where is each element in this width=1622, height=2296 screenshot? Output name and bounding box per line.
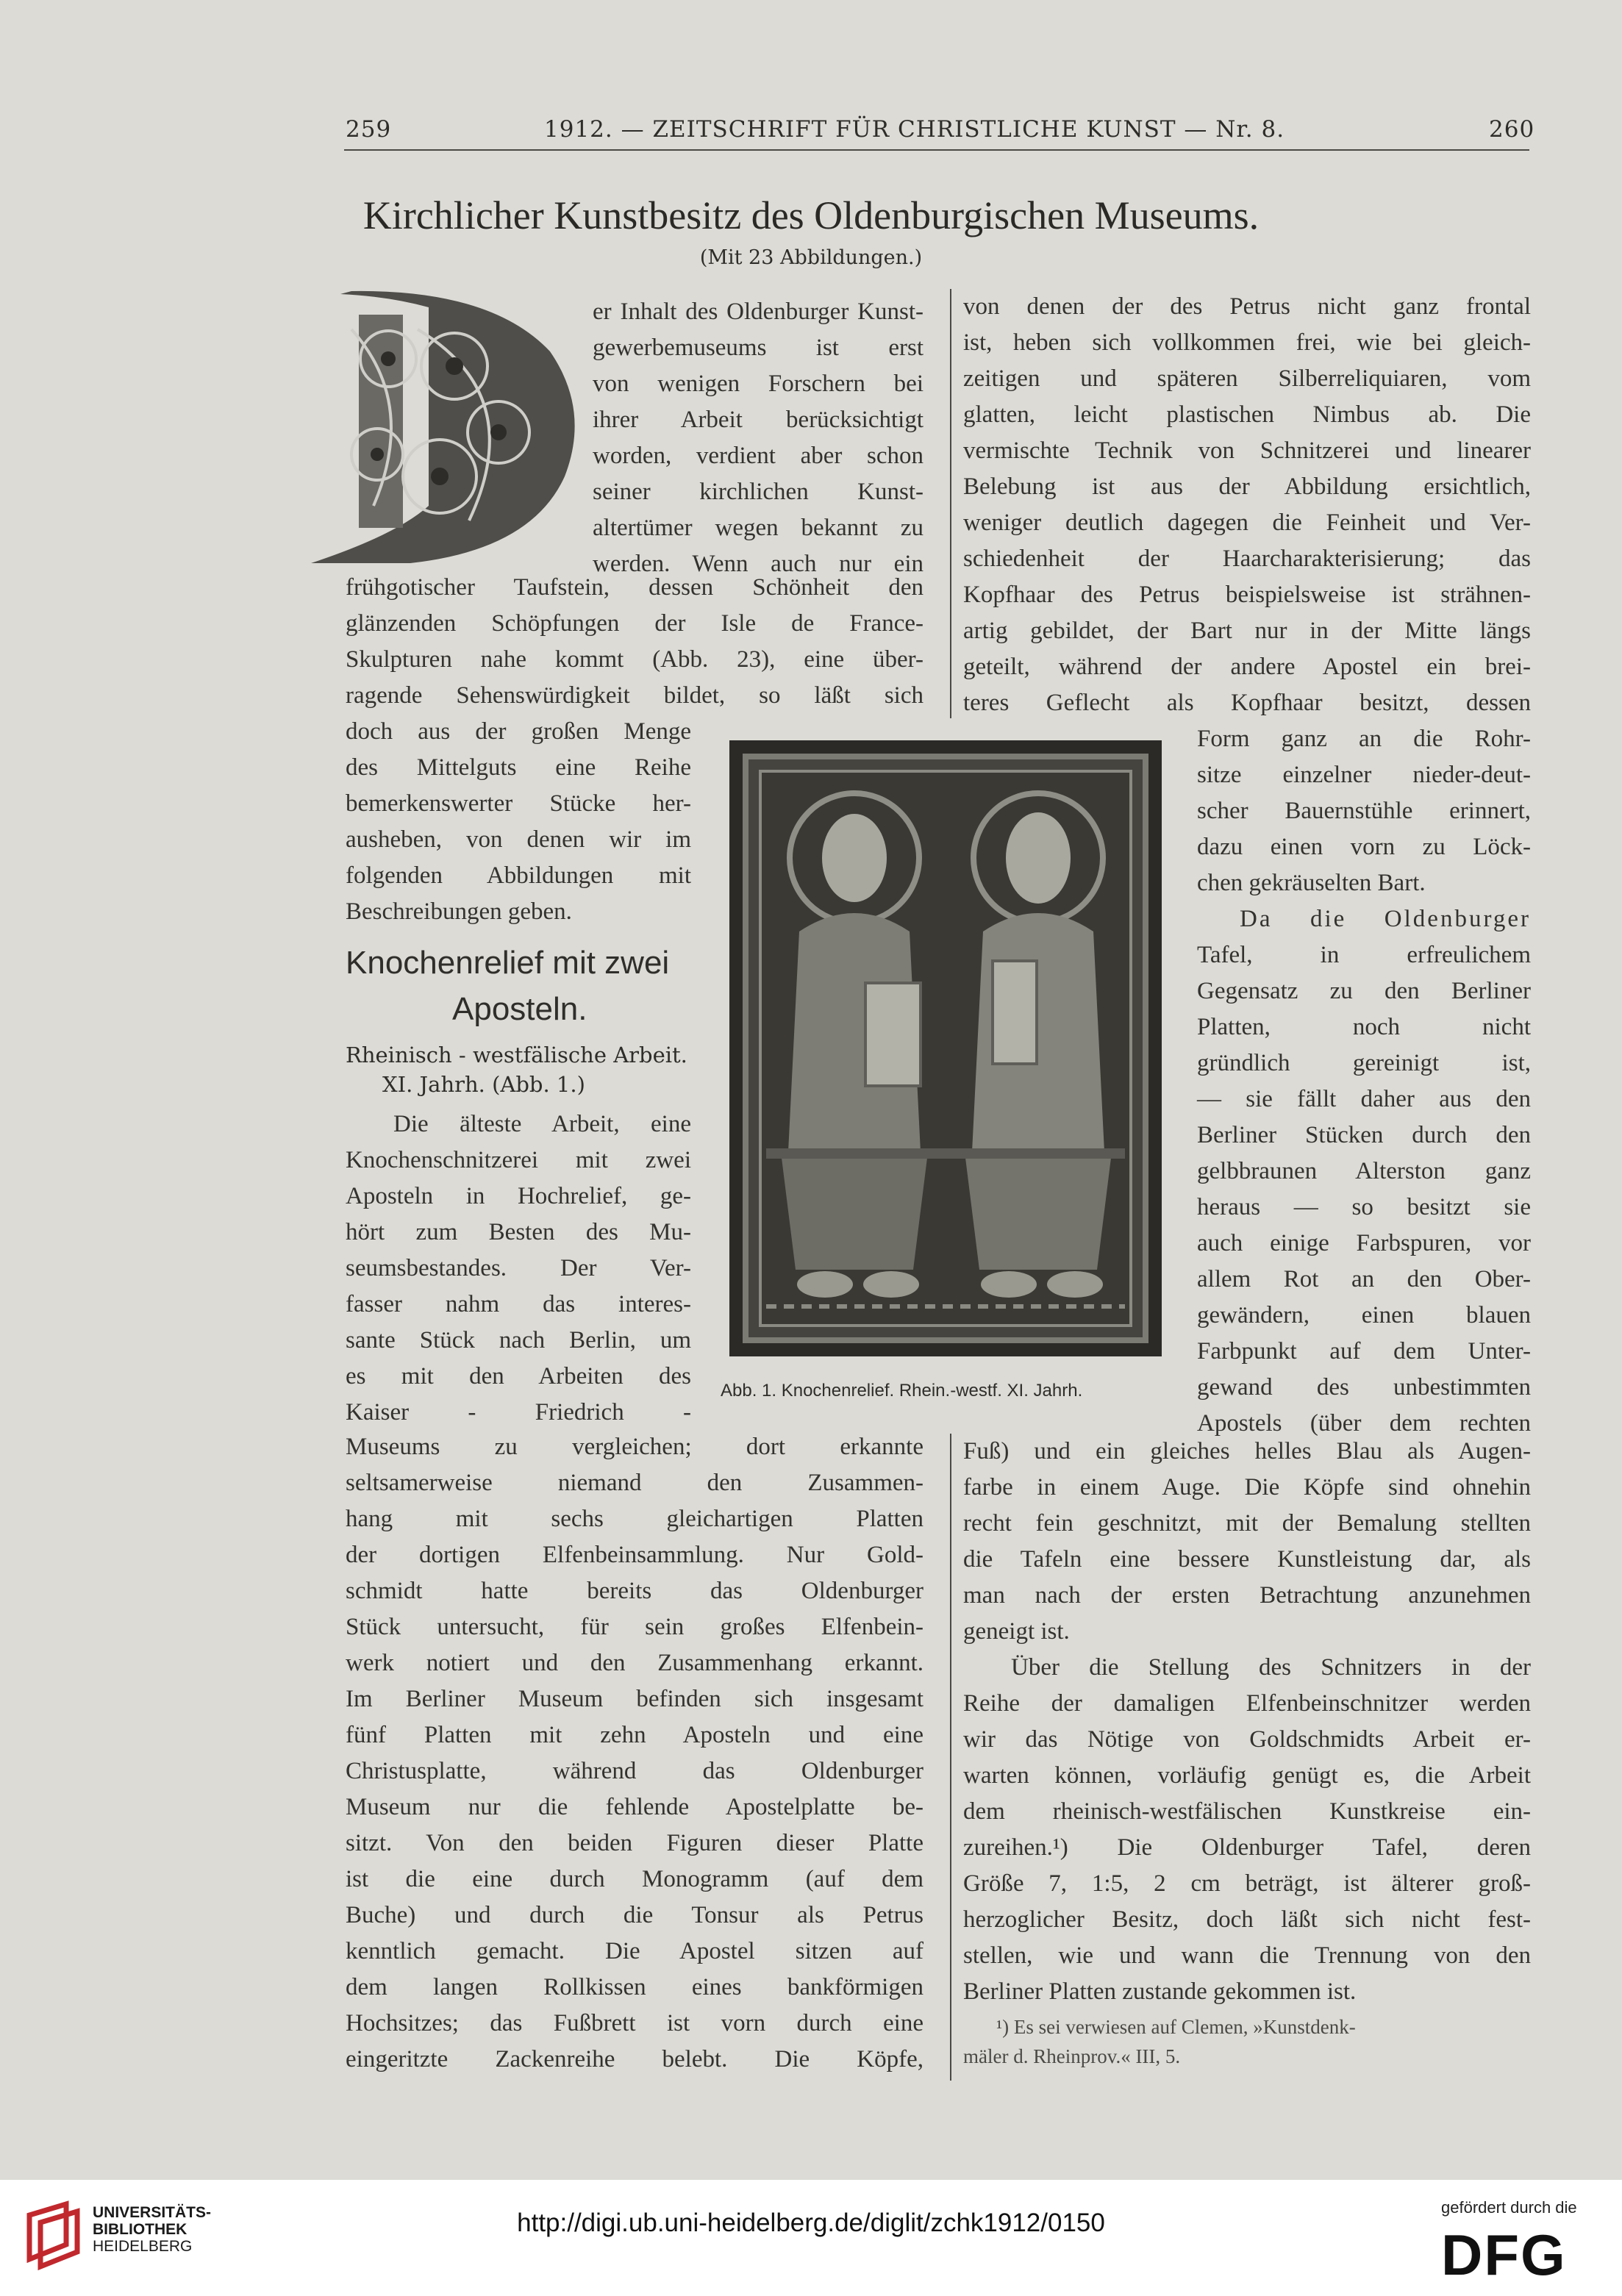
section-heading: Knochenrelief mit zwei xyxy=(346,945,670,981)
running-title: 1912. — ZEITSCHRIFT FÜR CHRISTLICHE KUNST — Nr. 8. xyxy=(544,116,1285,143)
text-line: man nach der ersten Betrachtung anzunehmen xyxy=(963,1582,1531,1609)
col1-bottom-lines xyxy=(346,1429,923,2078)
text-line: zeitigen und späteren Silberreliquiaren, vom xyxy=(963,365,1531,392)
text-line: Über die Stellung des Schnitzers in der xyxy=(1011,1654,1531,1681)
text-line: Die älteste Arbeit, eine xyxy=(393,1111,691,1137)
text-line: es mit den Arbeiten des xyxy=(346,1363,691,1390)
text-line: dazu einen vorn zu Löck- xyxy=(1197,834,1531,860)
footnote-line: ¹) Es sei verwiesen auf Clemen, »Kunstdenk- xyxy=(996,2016,1356,2038)
text-line: frühgotischer Taufstein, dessen Schönheit den xyxy=(346,574,923,601)
text-line: sitzt. Von den beiden Figuren dieser Platte xyxy=(346,1830,923,1856)
text-line: Berliner Stücken durch den xyxy=(1197,1122,1531,1148)
text-line: ausheben, von denen wir im xyxy=(346,826,691,853)
figure-caption: Abb. 1. Knochenrelief. Rhein.-westf. XI. Jahrh. xyxy=(721,1381,1083,1401)
text-line: dem langen Rollkissen eines bankförmigen xyxy=(346,1974,923,2000)
text-line: ist die eine durch Monogramm (auf dem xyxy=(346,1866,923,1892)
text-line: Farbpunkt auf dem Unter- xyxy=(1197,1338,1531,1365)
text-line: von wenigen Forschern bei xyxy=(593,371,923,397)
text-line: Form ganz an die Rohr- xyxy=(1197,726,1531,752)
text-line: allem Rot an den Ober- xyxy=(1197,1266,1531,1292)
text-line: Da die Oldenburger xyxy=(1240,906,1531,932)
text-line: Buche) und durch die Tonsur als Petrus xyxy=(346,1902,923,1928)
text-line: die Tafeln eine bessere Kunstleistung dar, als xyxy=(963,1546,1531,1573)
text-line: schiedenheit der Haarcharakterisierung; das xyxy=(963,546,1531,572)
text-line: Im Berliner Museum befinden sich insgesamt xyxy=(346,1686,923,1712)
col1-narrow-lines xyxy=(346,714,691,930)
library-footer xyxy=(0,2180,1622,2296)
text-line: worden, verdient aber schon xyxy=(593,443,923,469)
text-line: schmidt hatte bereits das Oldenburger xyxy=(346,1578,923,1604)
column-rule-top xyxy=(950,289,951,718)
text-line: seumsbestandes. Der Ver- xyxy=(346,1255,691,1281)
col1-full-lines xyxy=(346,570,923,714)
text-line: farbe in einem Auge. Die Köpfe sind ohnehin xyxy=(963,1474,1531,1501)
text-line: Tafel, in erfreulichem xyxy=(1197,942,1531,968)
text-line: Platten, noch nicht xyxy=(1197,1014,1531,1040)
text-line: vermischte Technik von Schnitzerei und linearer xyxy=(963,437,1531,464)
article-subtitle: (Mit 23 Abbildungen.) xyxy=(699,246,923,269)
footnote-line: mäler d. Rheinprov.« III, 5. xyxy=(963,2045,1181,2067)
text-line: auch einige Farbspuren, vor xyxy=(1197,1230,1531,1256)
text-line: gewand des unbestimmten xyxy=(1197,1374,1531,1401)
text-line: glänzenden Schöpfungen der Isle de France- xyxy=(346,610,923,637)
text-line: wir das Nötige von Goldschmidts Arbeit er- xyxy=(963,1726,1531,1753)
text-line: Hochsitzes; das Fußbrett ist vorn durch eine xyxy=(346,2010,923,2036)
text-line: ist, heben sich vollkommen frei, wie bei gleich- xyxy=(963,329,1531,356)
text-line: bemerkenswerter Stücke her- xyxy=(346,790,691,817)
library-name-line: HEIDELBERG xyxy=(93,2238,193,2255)
column-rule-bottom xyxy=(950,1434,951,2081)
text-line: Christusplatte, während das Oldenburger xyxy=(346,1758,923,1784)
dfg-logo: DFG xyxy=(1441,2222,1567,2287)
text-line: seltsamerweise niemand den Zusammen- xyxy=(346,1470,923,1496)
article-title: Kirchlicher Kunstbesitz des Oldenburgischen Museums. xyxy=(362,193,1260,237)
text-line: gelbbraunen Alterston ganz xyxy=(1197,1158,1531,1184)
text-line: eingeritzte Zackenreihe belebt. Die Köpfe, xyxy=(346,2046,923,2073)
text-line: chen gekräuselten Bart. xyxy=(1197,870,1426,896)
section-heading-cont: Aposteln. xyxy=(452,991,587,1027)
text-line: herzoglicher Besitz, doch läßt sich nicht fest- xyxy=(963,1906,1531,1933)
section-subheading: Rheinisch - westfälische Arbeit. xyxy=(346,1043,687,1067)
text-line: Aposteln in Hochrelief, ge- xyxy=(346,1183,691,1209)
text-line: seiner kirchlichen Kunst- xyxy=(593,479,923,505)
text-line: Skulpturen nahe kommt (Abb. 23), eine über- xyxy=(346,646,923,673)
text-line: Berliner Platten zustande gekommen ist. xyxy=(963,1978,1357,2005)
text-line: gewerbemuseums ist erst xyxy=(593,335,923,361)
text-line: sante Stück nach Berlin, um xyxy=(346,1327,691,1353)
text-line: Knochenschnitzerei mit zwei xyxy=(346,1147,691,1173)
text-line: kenntlich gemacht. Die Apostel sitzen auf xyxy=(346,1938,923,1964)
page-number-right: 260 xyxy=(1489,116,1535,143)
page-number-left: 259 xyxy=(346,116,392,143)
text-line: glatten, leicht plastischen Nimbus ab. Die xyxy=(963,401,1531,428)
text-line: ragende Sehenswürdigkeit bildet, so läßt sich xyxy=(346,682,923,709)
decorative-initial-d xyxy=(307,285,590,565)
text-line: dem rheinisch-westfälischen Kunstkreise ein- xyxy=(963,1798,1531,1825)
text-line: Kopfhaar des Petrus beispielsweise ist strähnen- xyxy=(963,582,1531,608)
text-line: Stück untersucht, für sein großes Elfenbein- xyxy=(346,1614,923,1640)
col2-top-lines xyxy=(963,289,1531,721)
text-line: von denen der des Petrus nicht ganz frontal xyxy=(963,293,1531,320)
text-line: Fuß) und ein gleiches helles Blau als Augen- xyxy=(963,1438,1531,1464)
col2-narrow-lines xyxy=(1197,721,1531,1442)
text-line: altertümer wegen bekannt zu xyxy=(593,515,923,541)
library-name-line: BIBLIOTHEK xyxy=(93,2221,187,2238)
text-line: Größe 7, 1:5, 2 cm beträgt, ist älterer groß- xyxy=(963,1870,1531,1897)
text-line: des Mittelguts eine Reihe xyxy=(346,754,691,781)
text-line: der dortigen Elfenbeinsammlung. Nur Gold- xyxy=(346,1542,923,1568)
text-line: stellen, wie und wann die Trennung von den xyxy=(963,1942,1531,1969)
text-line: gründlich gereinigt ist, xyxy=(1197,1050,1531,1076)
text-line: hang mit sechs gleichartigen Platten xyxy=(346,1506,923,1532)
text-line: folgenden Abbildungen mit xyxy=(346,862,691,889)
text-line: Museum nur die fehlende Apostelplatte be- xyxy=(346,1794,923,1820)
text-line: heraus — so besitzt sie xyxy=(1197,1194,1531,1220)
intro-narrow-lines xyxy=(593,294,923,582)
text-line: Gegensatz zu den Berliner xyxy=(1197,978,1531,1004)
text-line: fasser nahm das interes- xyxy=(346,1291,691,1317)
text-line: fünf Platten mit zehn Aposteln und eine xyxy=(346,1722,923,1748)
text-line: geneigt ist. xyxy=(963,1618,1070,1645)
text-line: weniger deutlich dagegen die Feinheit und Ver- xyxy=(963,509,1531,536)
text-line: Belebung ist aus der Abbildung ersichtlich, xyxy=(963,473,1531,500)
text-line: warten können, vorläufig genügt es, die Arbeit xyxy=(963,1762,1531,1789)
text-line: sitze einzelner nieder-deut- xyxy=(1197,762,1531,788)
permalink-url[interactable]: http://digi.ub.uni-heidelberg.de/diglit/zchk1912/0150 xyxy=(517,2209,1105,2237)
header-rule xyxy=(344,149,1529,151)
library-name-line: UNIVERSITÄTS- xyxy=(93,2204,212,2221)
text-line: Kaiser - Friedrich - xyxy=(346,1399,691,1426)
text-line: werden. Wenn auch nur ein xyxy=(593,551,923,577)
col2-bottom-lines xyxy=(963,1434,1531,2010)
text-line: recht fein geschnitzt, mit der Bemalung stellten xyxy=(963,1510,1531,1537)
text-line: geteilt, während der andere Apostel ein brei- xyxy=(963,654,1531,680)
text-line: zureihen.¹) Die Oldenburger Tafel, deren xyxy=(963,1834,1531,1861)
text-line: doch aus der großen Menge xyxy=(346,718,691,745)
text-line: er Inhalt des Oldenburger Kunst- xyxy=(593,298,923,325)
text-line: teres Geflecht als Kopfhaar besitzt, dessen xyxy=(963,690,1531,716)
text-line: hört zum Besten des Mu- xyxy=(346,1219,691,1245)
text-line: ihrer Arbeit berücksichtigt xyxy=(593,407,923,433)
section-subheading-date: XI. Jahrh. (Abb. 1.) xyxy=(382,1072,585,1097)
relief-photograph xyxy=(729,740,1162,1356)
text-line: Beschreibungen geben. xyxy=(346,898,572,925)
text-line: Apostels (über dem rechten xyxy=(1197,1410,1531,1437)
text-line: artig gebildet, der Bart nur in der Mitte längs xyxy=(963,618,1531,644)
text-line: scher Bauernstühle erinnert, xyxy=(1197,798,1531,824)
text-line: gewändern, einen blauen xyxy=(1197,1302,1531,1328)
text-line: werk notiert und den Zusammenhang erkannt. xyxy=(346,1650,923,1676)
text-line: Reihe der damaligen Elfenbeinschnitzer werden xyxy=(963,1690,1531,1717)
text-line: Museums zu vergleichen; dort erkannte xyxy=(346,1434,923,1460)
text-line: — sie fällt daher aus den xyxy=(1197,1086,1531,1112)
sponsor-label: gefördert durch die xyxy=(1441,2198,1577,2217)
col1-section-lines xyxy=(346,1106,691,1431)
